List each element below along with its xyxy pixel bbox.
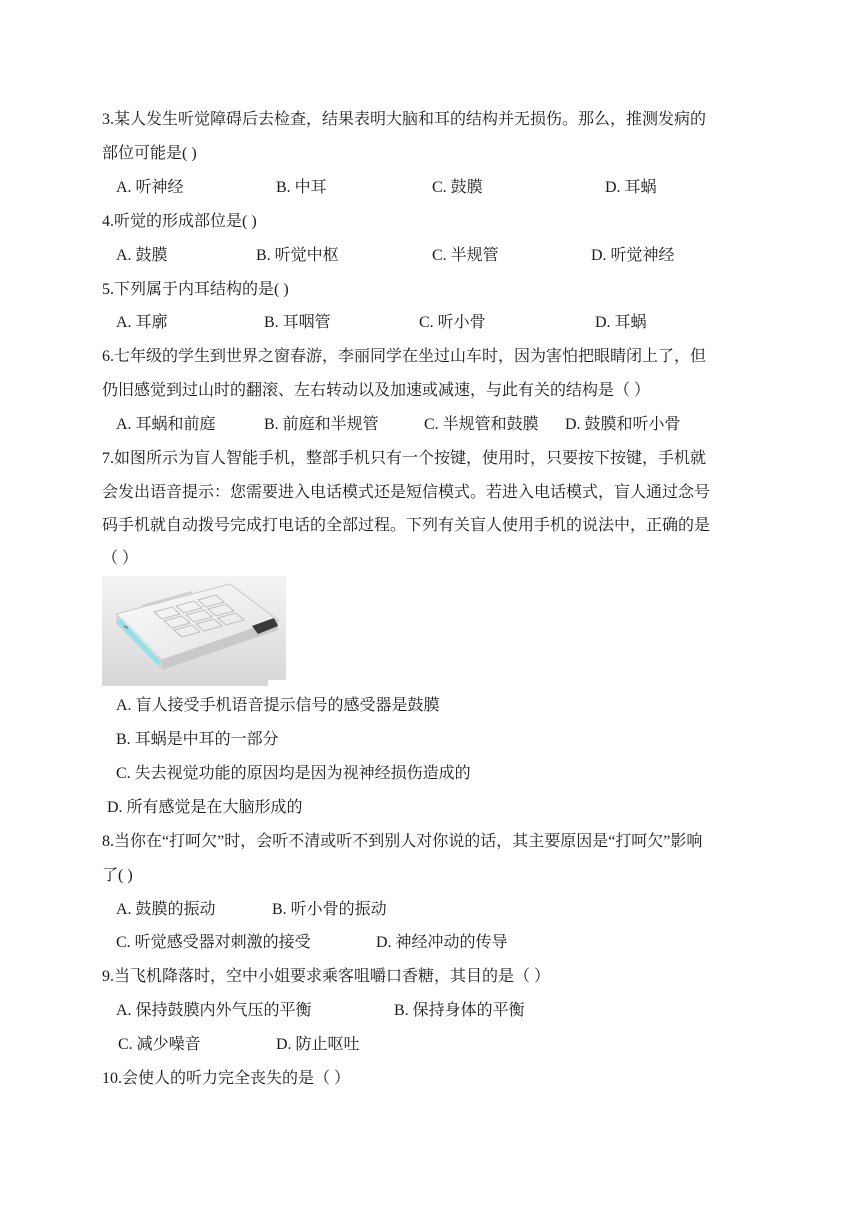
q4-option-a: A. 鼓膜 — [116, 247, 168, 264]
q9-option-b: B. 保持身体的平衡 — [394, 1002, 525, 1019]
q4-option-c: C. 半规管 — [432, 247, 499, 264]
q8-option-d: D. 神经冲动的传导 — [376, 934, 508, 951]
q6-option-d: D. 鼓膜和听小骨 — [565, 416, 681, 433]
q7-stem-line1: 7.如图所示为盲人智能手机，整部手机只有一个按键，使用时，只要按下按键，手机就 — [102, 450, 707, 467]
q4-option-d: D. 听觉神经 — [591, 247, 675, 264]
q3-option-d: D. 耳蜗 — [605, 179, 657, 196]
q7-option-c: C. 失去视觉功能的原因均是因为视神经损伤造成的 — [116, 765, 471, 782]
q3-option-c: C. 鼓膜 — [432, 179, 483, 196]
q7-stem-line4: （ ） — [102, 550, 139, 567]
q4-stem: 4.听觉的形成部位是( ) — [102, 213, 257, 230]
q8-stem-line2: 了( ) — [102, 867, 133, 884]
q5-option-b: B. 耳咽管 — [264, 314, 331, 331]
q10-stem: 10.会使人的听力完全丧失的是（ ） — [102, 1070, 351, 1087]
q9-option-c: C. 减少噪音 — [118, 1036, 201, 1053]
q6-stem-line2: 仍旧感觉到过山时的翻滚、左右转动以及加速或减速，与此有关的结构是（ ） — [102, 382, 651, 399]
q9-option-a: A. 保持鼓膜内外气压的平衡 — [116, 1002, 312, 1019]
q9-stem: 9.当飞机降落时，空中小姐要求乘客咀嚼口香糖，其目的是（ ） — [102, 968, 551, 985]
q7-option-d: D. 所有感觉是在大脑形成的 — [107, 799, 303, 816]
q5-option-d: D. 耳蜗 — [595, 314, 647, 331]
q3-option-b: B. 中耳 — [276, 179, 327, 196]
q5-stem: 5.下列属于内耳结构的是( ) — [102, 281, 289, 298]
q3-stem-line2: 部位可能是( ) — [102, 145, 197, 162]
q8-option-c: C. 听觉感受器对刺激的接受 — [116, 934, 311, 951]
q9-option-d: D. 防止呕吐 — [276, 1036, 360, 1053]
q7-stem-line3: 码手机就自动拨号完成打电话的全部过程。下列有关盲人使用手机的说法中，正确的是 — [102, 517, 711, 534]
q8-option-b: B. 听小骨的振动 — [272, 901, 387, 918]
q7-option-b: B. 耳蜗是中耳的一部分 — [116, 731, 279, 748]
q4-option-b: B. 听觉中枢 — [256, 247, 339, 264]
q8-option-a: A. 鼓膜的振动 — [116, 901, 216, 918]
q5-option-c: C. 听小骨 — [419, 314, 486, 331]
q6-option-a: A. 耳蜗和前庭 — [116, 416, 216, 433]
blind-smartphone-image — [102, 576, 286, 686]
q6-option-b: B. 前庭和半规管 — [264, 416, 379, 433]
q5-option-a: A. 耳廓 — [116, 314, 168, 331]
q6-option-c: C. 半规管和鼓膜 — [424, 416, 539, 433]
q7-option-a: A. 盲人接受手机语音提示信号的感受器是鼓膜 — [116, 697, 440, 714]
q6-stem-line1: 6.七年级的学生到世界之窗春游，李丽同学在坐过山车时，因为害怕把眼睛闭上了，但 — [102, 348, 707, 365]
q8-stem-line1: 8.当你在“打呵欠”时，会听不清或听不到别人对你说的话，其主要原因是“打呵欠”影响 — [102, 833, 703, 850]
q3-stem-line1: 3.某人发生听觉障碍后去检查，结果表明大脑和耳的结构并无损伤。那么，推测发病的 — [102, 111, 707, 128]
q7-stem-line2: 会发出语音提示：您需要进入电话模式还是短信模式。若进入电话模式，盲人通过念号 — [102, 484, 711, 501]
q3-option-a: A. 听神经 — [116, 179, 184, 196]
